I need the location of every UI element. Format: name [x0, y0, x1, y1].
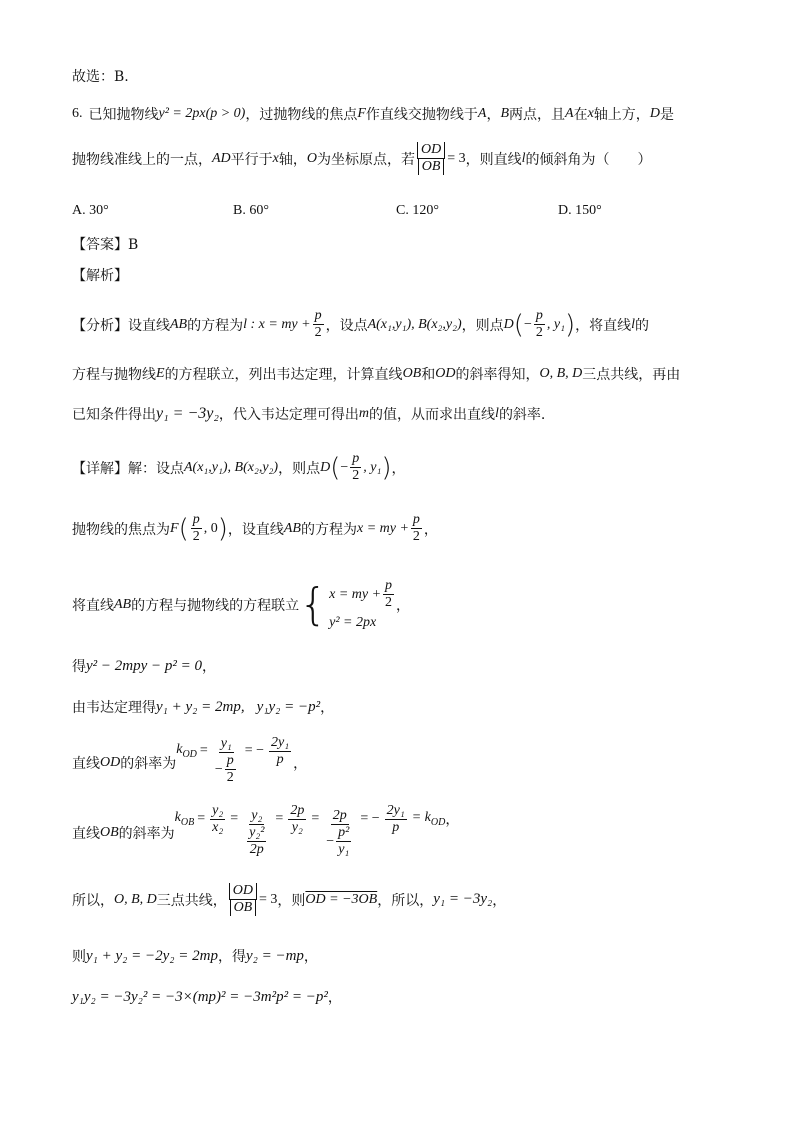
text: ，则点 [278, 460, 321, 477]
question-text: 为坐标原点，若 [317, 151, 416, 168]
text: 和 [421, 367, 436, 383]
denominator: y₂ [291, 819, 303, 835]
denominator: p [276, 751, 284, 767]
subscript: OB [180, 816, 195, 828]
sum-equation: y₁ + y₂ = −2y₂ = 2mp [86, 947, 218, 964]
text: ，设直线 [227, 521, 284, 538]
symbol-x: x [587, 106, 594, 121]
denominator: 2 [385, 595, 393, 610]
equals: = [275, 811, 284, 826]
question-text: 轴， [278, 151, 307, 168]
parabola-equation: y² = 2px(p > 0) [158, 106, 246, 121]
text: 已知条件得出 [72, 407, 156, 423]
symbol-x: x [272, 150, 279, 166]
right-paren: ) [564, 309, 576, 340]
p-over-2 [534, 308, 545, 341]
subscript: OD [182, 748, 197, 760]
text: 由韦达定理得 [72, 700, 156, 716]
minus-sign: − [340, 459, 349, 475]
equals: = [197, 811, 206, 826]
y2sq-over-2p [247, 825, 266, 858]
minus-sign: − [523, 316, 532, 332]
y1: , y₁ [363, 459, 382, 475]
fenxi-line-1 [72, 308, 649, 341]
sum-line [72, 946, 318, 966]
text: 直线 [72, 826, 100, 842]
collinear-line [72, 883, 506, 916]
symbol-A: A [565, 106, 574, 121]
text: ， [391, 460, 406, 477]
k: k [176, 742, 183, 758]
equals-three: = 3 [259, 891, 278, 907]
system-eq-2: y² = 2px [329, 615, 377, 630]
denominator: 2 [535, 325, 543, 340]
option-a: A. 30° [72, 203, 109, 218]
text: ，将直线 [575, 317, 632, 334]
question-text: ，过抛物线的焦点 [245, 107, 358, 123]
vieta-product: y₁y₂ = −p² [256, 698, 321, 715]
text: 的方程联立，列出韦达定理，计算直线 [164, 367, 403, 383]
fraction-numerator: OD [417, 142, 445, 159]
symbol-OB: OB [402, 366, 422, 381]
symbol-OD: OD [435, 366, 456, 381]
y1: , y₁ [546, 316, 565, 332]
denominator: x₂ [212, 819, 224, 835]
text: ， [396, 597, 411, 614]
text: ， [202, 659, 217, 675]
denominator [213, 753, 240, 786]
left-paren: ( [330, 452, 341, 483]
p-over-2 [191, 512, 202, 545]
numerator: p [226, 753, 234, 768]
quadratic-line [72, 656, 216, 676]
line-equation: l : x = my + [243, 316, 311, 332]
minus-sign: − [326, 833, 335, 849]
p2-over-y1 [336, 825, 351, 858]
text: 设直线 [128, 317, 170, 334]
symbol-AB: AB [114, 596, 132, 612]
text: 的斜率为 [118, 826, 175, 842]
text: ，所以， [377, 892, 434, 909]
analysis-text: 【解析】 [72, 268, 128, 284]
p-over-2 [411, 512, 422, 545]
text: 得 [72, 659, 86, 675]
numerator: 2y₁ [271, 734, 290, 750]
numerator: OD [229, 883, 257, 900]
denominator [324, 825, 355, 858]
symbol-D: D [320, 459, 331, 475]
question-text: 轴上方， [593, 107, 650, 123]
symbol-OD: OD [100, 755, 121, 770]
vieta-line [72, 697, 334, 717]
fenxi-line-3 [72, 404, 545, 424]
left-paren: ( [513, 309, 524, 340]
symbol-F: F [357, 106, 366, 121]
question-text: 的倾斜角为（ ） [525, 151, 652, 168]
denominator: 2 [352, 468, 360, 483]
equals: = [230, 811, 239, 826]
numerator: y₂² [249, 825, 265, 840]
question-number: 6. [72, 106, 83, 121]
numerator: 2y₁ [386, 802, 405, 818]
denominator [243, 825, 270, 858]
denominator: y₁ [338, 842, 350, 857]
option-b: B. 60° [233, 203, 269, 218]
text: 则 [72, 949, 86, 965]
numerator: p² [338, 825, 350, 840]
k: k [174, 810, 181, 826]
text: 抛物线的焦点为 [72, 521, 170, 538]
text: 的斜率为 [120, 756, 177, 772]
text: 将直线 [72, 597, 114, 614]
relation: y₁ = −3y₂ [156, 405, 219, 422]
text: ， [303, 949, 318, 965]
denominator: 2 [226, 770, 234, 785]
y2-value: y₂ = −mp [245, 947, 304, 964]
text: ，则点 [461, 317, 504, 334]
question-text: ，则直线 [465, 151, 522, 168]
vector-relation: OD = −3OB [305, 891, 378, 907]
text: 三点共线，再由 [582, 367, 681, 383]
symbol-AD: AD [212, 150, 231, 166]
xiangjie-line [72, 451, 406, 484]
line-equation: x = my + [356, 520, 409, 536]
points-OBD: O, B, D [539, 366, 583, 381]
denominator: 2p [249, 842, 264, 857]
right-paren: ) [381, 452, 392, 483]
equals-minus: = − [360, 811, 380, 826]
fraction-y1-over-neg-p2 [213, 736, 240, 786]
p-over-2 [313, 308, 324, 341]
symbol-A: A [477, 106, 487, 121]
focus-line [72, 512, 438, 545]
numerator: y₁ [220, 736, 232, 751]
text: ，代入韦达定理可得出 [218, 407, 359, 423]
denominator: 2 [314, 325, 322, 340]
points-AB: A(x₁,y₁), B(x₂,y₂) [367, 316, 462, 332]
denominator: OB [230, 900, 257, 916]
ratio-fraction [417, 142, 445, 175]
minus-sign: − [214, 761, 223, 777]
text: ， [492, 892, 507, 909]
equation: x = my + [329, 586, 382, 602]
subscript: OD [430, 816, 446, 828]
equals-kod [412, 810, 446, 828]
denominator: 2 [192, 529, 200, 544]
left-paren: ( [178, 513, 189, 544]
kob-line [72, 802, 460, 858]
quadratic-equation: y² − 2mpy − p² = 0 [86, 657, 203, 674]
text: 的斜率. [498, 407, 546, 423]
symbol-O: O [306, 150, 318, 166]
zero: , 0 [203, 520, 218, 536]
p-over-2 [350, 451, 361, 484]
slope-symbol [176, 742, 197, 760]
numerator: p [412, 512, 420, 527]
question-text: 抛物线准线上的一点， [72, 151, 212, 168]
points-AB: A(x₁,y₁), B(x₂,y₂) [184, 459, 279, 475]
symbol-E: E [156, 366, 165, 381]
text: 的方程为 [300, 521, 357, 538]
text: 的 [635, 317, 649, 334]
equals-minus: = − [244, 743, 265, 758]
symbol-AB: AB [170, 316, 188, 332]
option-d: D. 150° [558, 203, 602, 218]
text: 的值，从而求出直线 [369, 407, 496, 423]
fraction-2p-over-neg-p2-y1 [324, 808, 355, 858]
numerator: p [192, 512, 200, 527]
numerator: p [314, 308, 322, 323]
previous-answer [72, 66, 129, 86]
text: 的方程为 [187, 317, 244, 334]
equals: = [311, 811, 320, 826]
symbol-m: m [358, 406, 370, 421]
fraction-2p-over-y2 [288, 803, 306, 836]
equals-three: = 3 [447, 150, 466, 166]
text: ， [445, 812, 460, 828]
equals: = [199, 743, 208, 758]
analysis-tag [72, 265, 128, 285]
text: 三点共线， [156, 892, 227, 909]
left-brace: { [299, 578, 328, 630]
question-text: 已知抛物线 [88, 107, 159, 123]
fraction-2y1-over-p [385, 803, 407, 836]
answer-tag [72, 234, 138, 254]
numerator: p [352, 451, 360, 466]
text: ， [320, 700, 335, 716]
text: ， [293, 756, 308, 772]
question-text: ， [486, 107, 501, 123]
k: = k [411, 810, 431, 826]
symbol-B: B [500, 106, 510, 121]
numerator: p [385, 578, 393, 593]
right-paren: ) [217, 513, 228, 544]
numerator: 2p [332, 808, 347, 823]
fraction-denominator: OB [418, 159, 445, 175]
text: ， [327, 990, 342, 1006]
symbol-D: D [503, 316, 514, 332]
text: 所以， [72, 892, 114, 909]
question-text: 作直线交抛物线于 [365, 107, 478, 123]
symbol-F: F [170, 520, 179, 536]
question-text: 是 [659, 107, 674, 123]
fenxi-tag: 【分析】 [72, 317, 128, 334]
system-eq-1 [329, 578, 396, 611]
text: ，设点 [325, 317, 368, 334]
text: 的方程与抛物线的方程联立 [131, 597, 300, 614]
symbol-OB: OB [100, 825, 119, 840]
numerator: 2p [290, 802, 305, 818]
fenxi-line-2 [72, 364, 680, 384]
question-6-line-1 [72, 104, 674, 124]
question-text: 两点，且 [509, 107, 566, 123]
points-OBD: O, B, D [114, 891, 157, 907]
fraction-2y1-over-p [269, 735, 291, 768]
symbol-AB: AB [283, 520, 301, 536]
relation: y₁ = −3y₂ [433, 891, 493, 907]
symbol-l: l [631, 316, 635, 332]
denominator: p [392, 819, 400, 835]
numerator: y₂ [212, 802, 224, 818]
p-over-2 [225, 753, 236, 786]
text: 方程与抛物线 [72, 367, 156, 383]
kod-line [72, 734, 308, 788]
text: 的斜率得知， [455, 367, 540, 383]
option-c: C. 120° [396, 203, 439, 218]
vieta-sum: y₁ + y₂ = 2mp, [156, 698, 245, 715]
ratio-fraction [229, 883, 257, 916]
text: ，则 [277, 892, 306, 909]
xiangjie-tag: 【详解】解：设点 [72, 460, 184, 477]
symbol-D: D [649, 106, 660, 121]
fraction-y2-over-y2sq-2p [243, 808, 270, 858]
numerator: y₂ [251, 808, 263, 823]
slope-symbol [175, 810, 195, 828]
symbol-l: l [495, 406, 499, 421]
answer-text: 【答案】B [72, 237, 139, 253]
product-equation: y₁y₂ = −3y₂² = −3×(mp)² = −3m²p² = −p² [72, 988, 328, 1005]
text: ，得 [217, 949, 246, 965]
equation-system [329, 578, 396, 631]
numerator: p [535, 308, 543, 323]
p-over-2 [383, 578, 394, 611]
text: ， [423, 521, 438, 538]
question-6-line-2 [72, 142, 652, 175]
previous-answer-text: 故选：B. [72, 69, 129, 85]
question-text: 在 [573, 107, 588, 123]
text: 直线 [72, 756, 100, 772]
question-text: 平行于 [230, 151, 273, 168]
symbol-l: l [521, 150, 526, 166]
system-line [72, 578, 410, 631]
fraction-y2-over-x2 [210, 803, 225, 836]
denominator: 2 [412, 529, 420, 544]
product-line [72, 987, 342, 1007]
